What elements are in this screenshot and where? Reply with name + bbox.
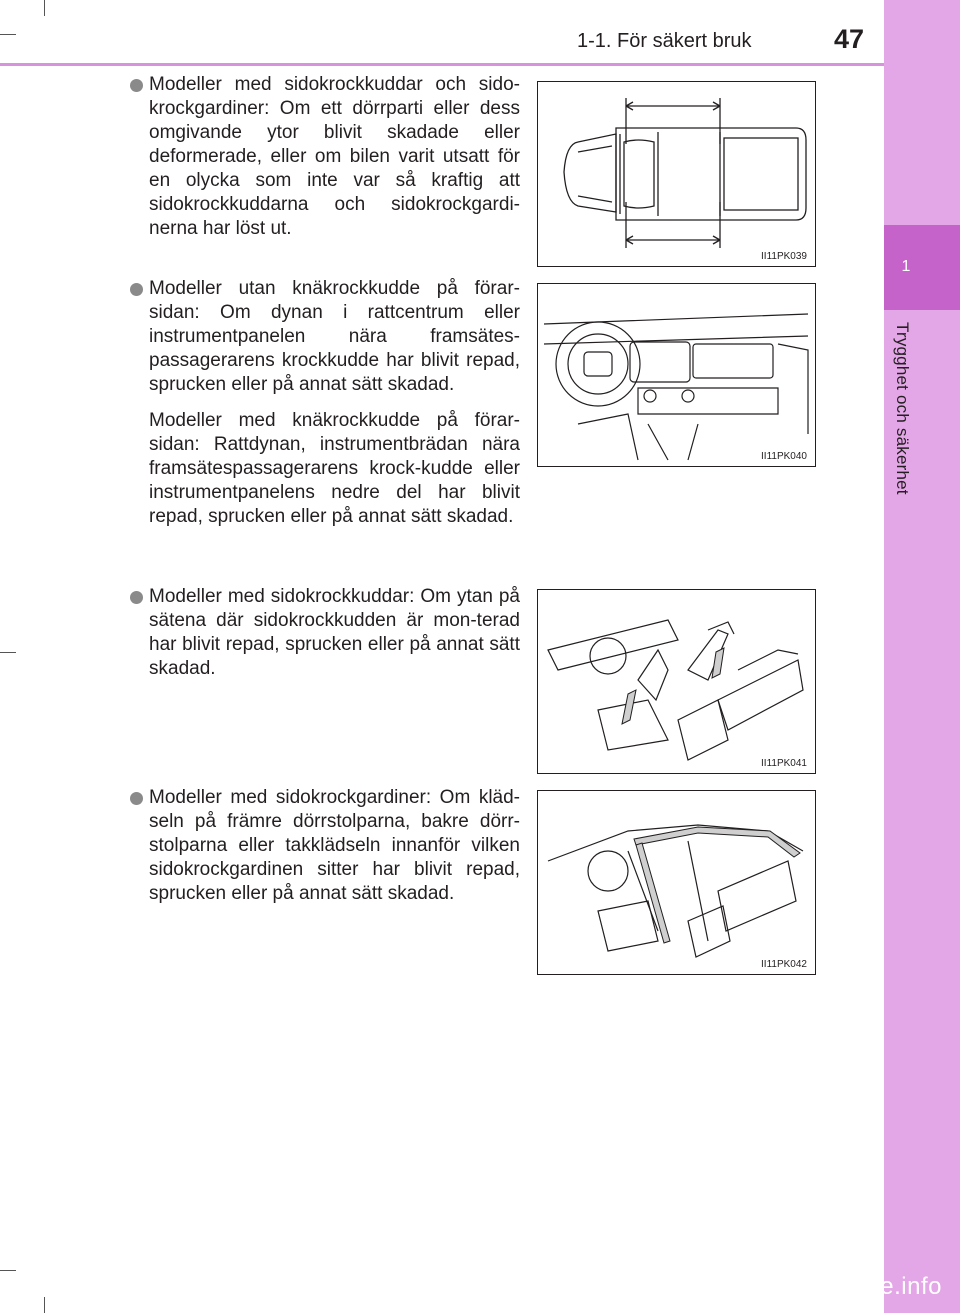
bullet-icon (130, 591, 143, 604)
car-top-view-icon (538, 82, 815, 266)
figure-car-top-view (537, 81, 816, 267)
bullet-icon (130, 283, 143, 296)
chapter-number: 1 (901, 258, 911, 275)
figure-curtain-airbag (537, 790, 816, 975)
crop-mark (0, 1270, 16, 1271)
item-text: Modeller med sidokrockgardiner: Om kläd-seln på främre dörrstolparna, bakre dörr-stolparna eller takklädseln innanför vilken sidokrockgardinen sitter har blivit repad, sprucken eller på annat sätt skadad. (149, 787, 520, 904)
section-title: 1-1. För säkert bruk (577, 30, 752, 52)
figure-code: II11PK039 (761, 251, 807, 262)
item-text: Modeller med sidokrockkuddar: Om ytan på sätena där sidokrockkudden är mon-terad har blivit repad, sprucken eller på annat sätt skadad. (149, 586, 520, 679)
figure-code: II11PK041 (761, 758, 807, 769)
figure-seats (537, 589, 816, 774)
dashboard-icon (538, 284, 815, 466)
bullet-icon (130, 79, 143, 92)
item-text: Modeller med knäkrockkudde på förar-sidan: Rattdynan, instrumentbrädan nära framsätespassagerarens krock-kudde eller instrumentpanelens nedre del har blivit repad, sprucken eller på annat sätt skadad. (149, 410, 520, 527)
figure-code: II11PK042 (761, 959, 807, 970)
crop-mark (44, 1297, 45, 1313)
figure-code: II11PK040 (761, 451, 807, 462)
figure-dashboard (537, 283, 816, 467)
seats-icon (538, 590, 815, 773)
item-text: Modeller med sidokrockkuddar och sido-krockgardiner: Om ett dörrparti eller dess omgivande ytor blivit skadade eller deformerade, eller om bilen varit utsatt för en olycka som inte var så kraftig att sidokrockkuddarna och sidokrockgardi-nerna har löst ut. (149, 74, 520, 239)
bullet-icon (130, 792, 143, 805)
header-divider (0, 63, 884, 66)
page-number: 47 (834, 24, 865, 54)
chapter-title: Trygghet och säkerhet (893, 322, 912, 495)
item-text: Modeller utan knäkrockkudde på förar-sidan: Om dynan i rattcentrum eller instrumentpanelen nära framsätes-passagerarens krockkudde har blivit repad, sprucken eller på annat sätt skadad. (149, 278, 520, 395)
bullet-item (130, 786, 520, 906)
bullet-item (130, 73, 520, 241)
crop-mark (0, 652, 16, 653)
watermark: carmanualsonline.info (698, 1273, 942, 1300)
bullet-item (130, 585, 520, 681)
bullet-item (130, 277, 520, 529)
crop-mark (44, 0, 45, 16)
curtain-airbag-icon (538, 791, 815, 974)
chapter-sidebar (884, 0, 960, 1313)
crop-mark (0, 34, 16, 35)
